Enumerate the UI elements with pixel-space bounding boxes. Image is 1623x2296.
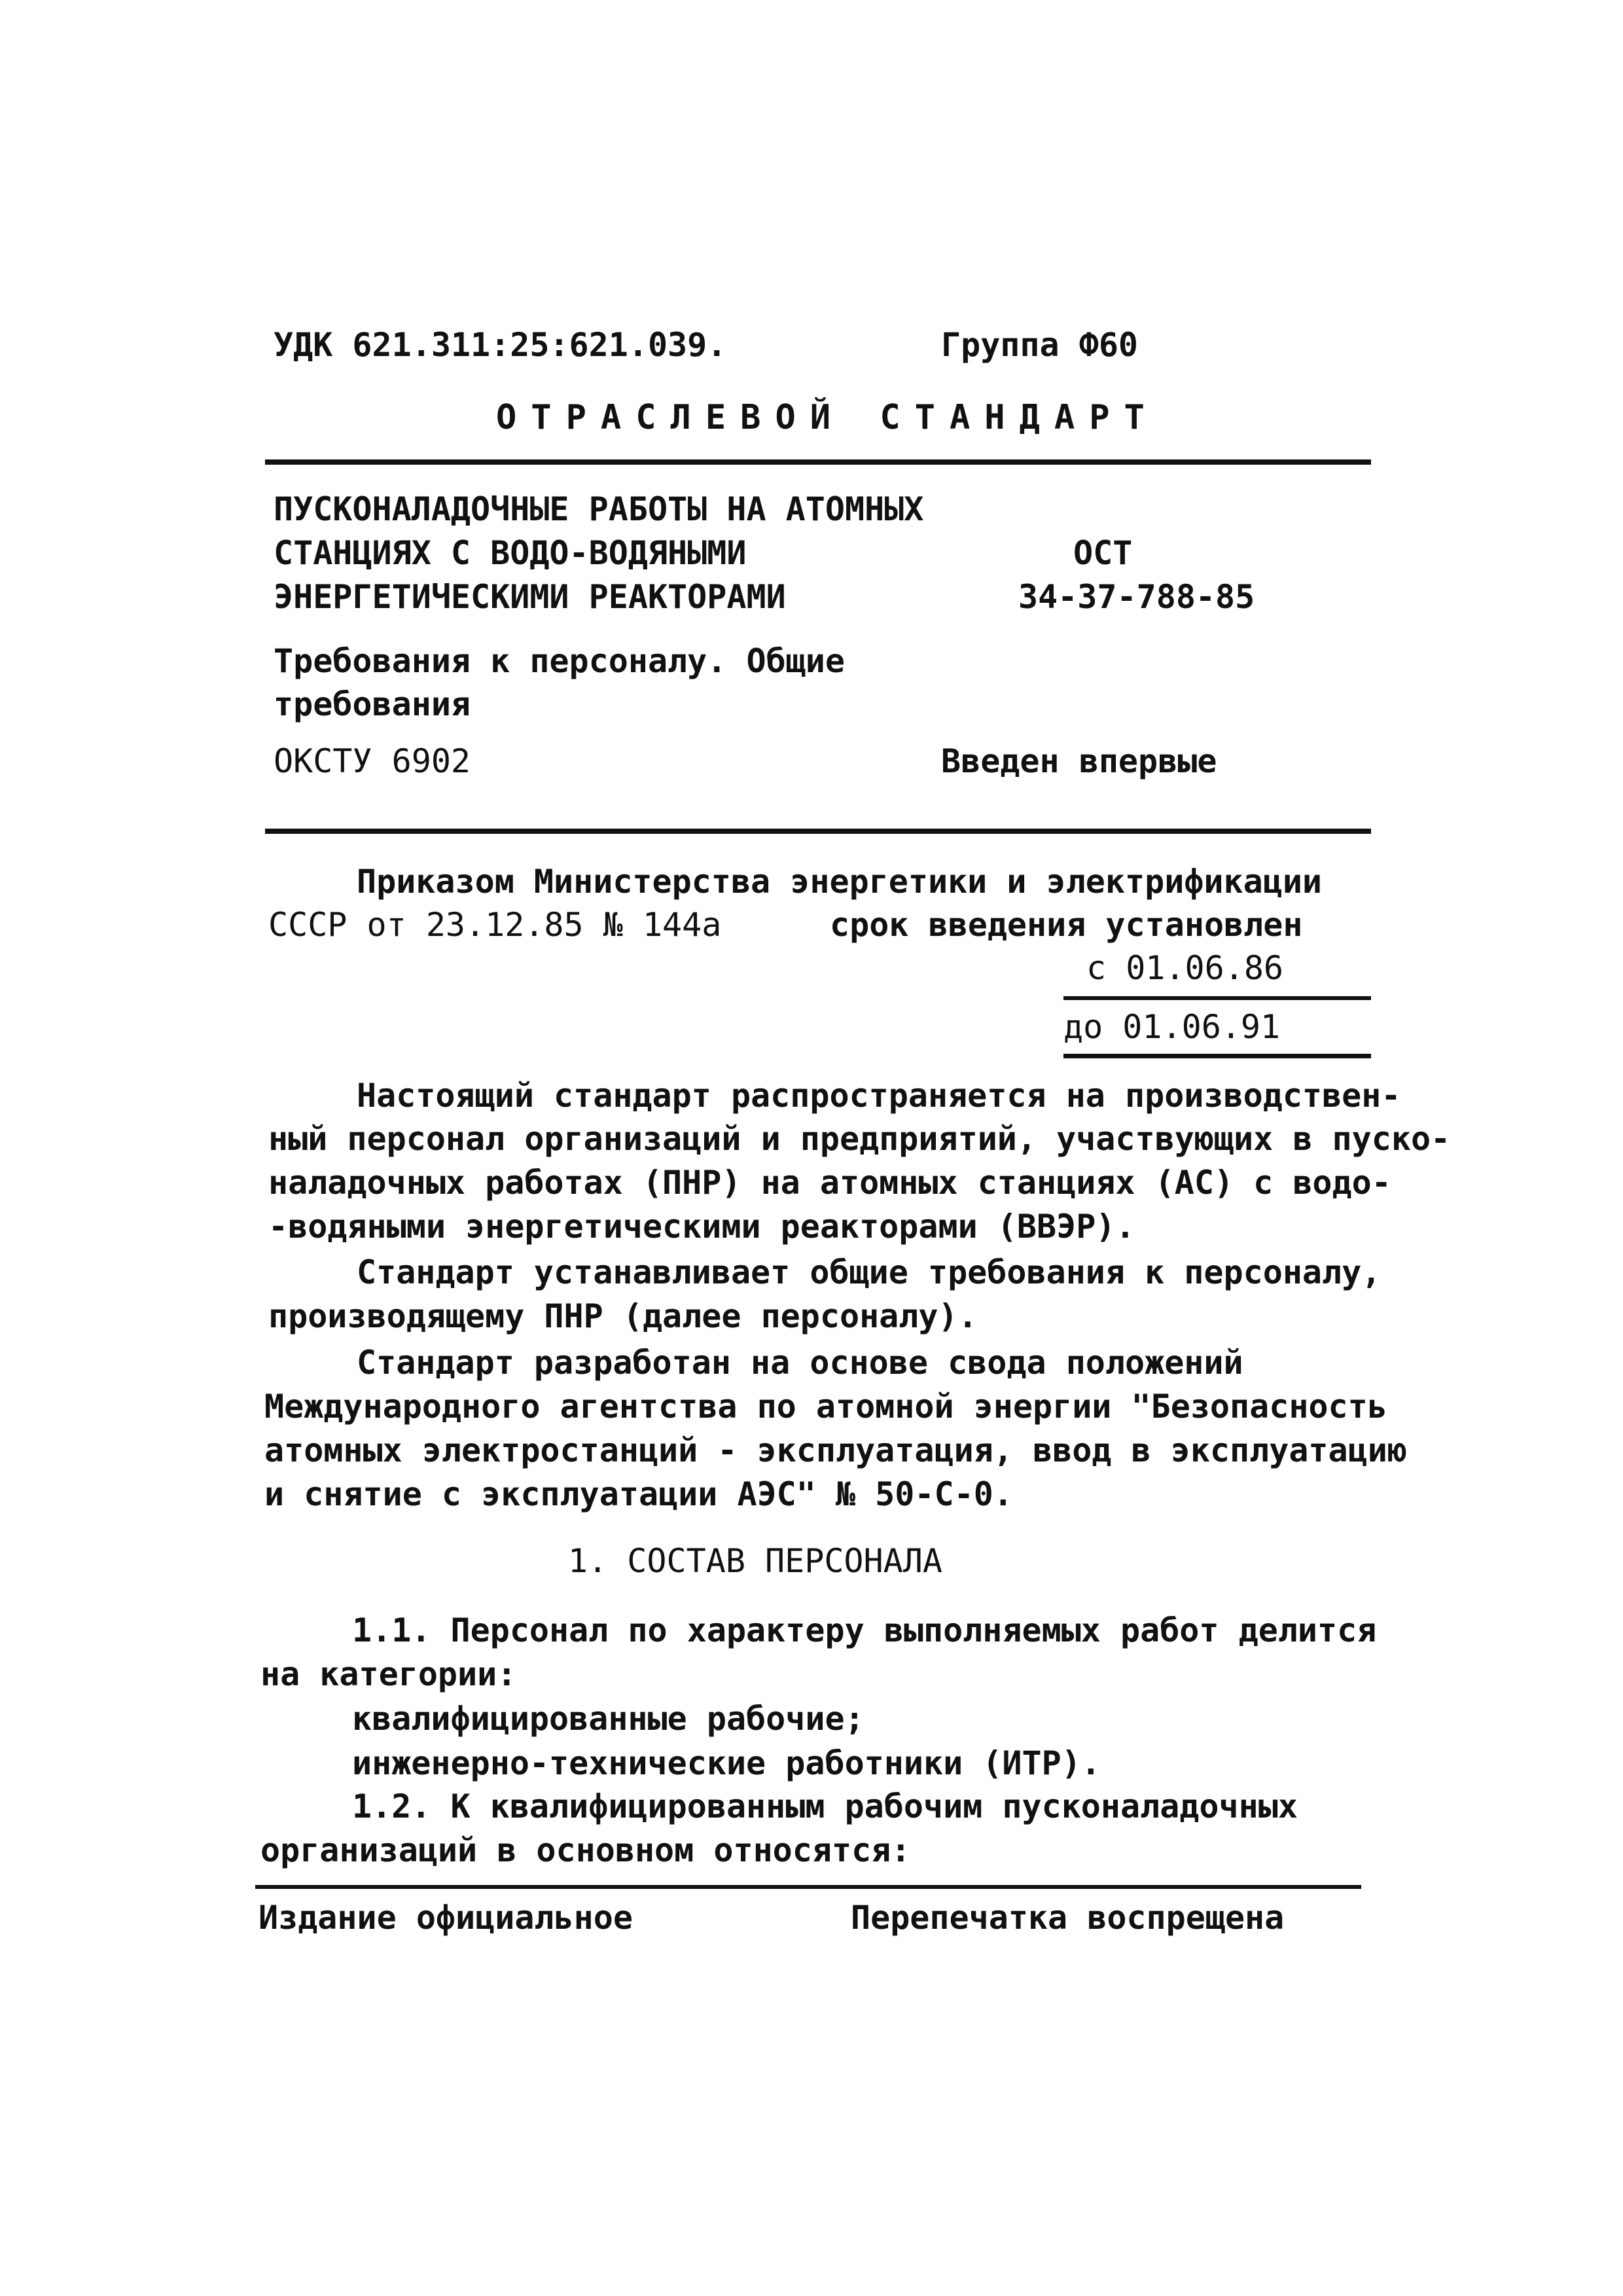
document-type-heading: ОТРАСЛЕВОЙ СТАНДАРТ bbox=[496, 398, 1159, 437]
footer-reprint-prohibited: Перепечатка воспрещена bbox=[851, 1899, 1285, 1937]
title-line-3: ЭНЕРГЕТИЧЕСКИМИ РЕАКТОРАМИ bbox=[274, 578, 786, 616]
intro-line: Стандарт устанавливает общие требования к персоналу, bbox=[357, 1253, 1382, 1291]
section-line: на категории: bbox=[260, 1655, 517, 1693]
order-line-2-right: срок введения установлен bbox=[830, 906, 1303, 944]
intro-line: Международного агентства по атомной энергии "Безопасность bbox=[264, 1388, 1387, 1426]
effective-from-date: с 01.06.86 bbox=[1086, 949, 1284, 987]
title-line-1: ПУСКОНАЛАДОЧНЫЕ РАБОТЫ НА АТОМНЫХ bbox=[274, 490, 924, 528]
intro-line: ный персонал организаций и предприятий, участвующих в пуско- bbox=[268, 1120, 1451, 1158]
introduced-status: Введен впервые bbox=[941, 742, 1217, 780]
group-code: Группа Ф60 bbox=[941, 326, 1139, 364]
section-line: 1.2. К квалифицированным рабочим пусконаладочных bbox=[352, 1787, 1298, 1825]
intro-line: производящему ПНР (далее персоналу). bbox=[268, 1297, 978, 1335]
ost-label: ОСТ bbox=[1073, 534, 1133, 572]
okstu-code: ОКСТУ 6902 bbox=[274, 742, 471, 780]
subtitle-line-2: требования bbox=[274, 685, 471, 723]
intro-line: Стандарт разработан на основе свода положений bbox=[357, 1344, 1243, 1382]
date-rule-lower bbox=[1063, 1054, 1371, 1058]
intro-line: и снятие с эксплуатации АЭС" № 50-С-0. bbox=[264, 1475, 1013, 1513]
top-rule bbox=[265, 459, 1371, 465]
footer-official-edition: Издание официальное bbox=[259, 1899, 633, 1937]
udk-code: УДК 621.311:25:621.039. bbox=[274, 326, 727, 364]
date-rule-upper bbox=[1063, 996, 1371, 1000]
section-line: 1.1. Персонал по характеру выполняемых работ делится bbox=[352, 1611, 1377, 1649]
order-line-1: Приказом Министерства энергетики и электрификации bbox=[357, 863, 1323, 901]
intro-line: Настоящий стандарт распространяется на производствен- bbox=[357, 1077, 1401, 1115]
section-line: квалифицированные рабочие; bbox=[352, 1700, 865, 1738]
title-block-rule bbox=[265, 829, 1371, 834]
section-line: организаций в основном относятся: bbox=[260, 1831, 911, 1869]
intro-line: атомных электростанций - эксплуатация, ввод в эксплуатацию bbox=[264, 1431, 1407, 1469]
effective-to-date: до 01.06.91 bbox=[1063, 1008, 1281, 1046]
title-line-2: СТАНЦИЯХ С ВОДО-ВОДЯНЫМИ bbox=[274, 534, 747, 572]
subtitle-line-1: Требования к персоналу. Общие bbox=[274, 642, 845, 680]
ost-number: 34-37-788-85 bbox=[1018, 578, 1255, 616]
intro-line: наладочных работах (ПНР) на атомных станциях (АС) с водо- bbox=[268, 1164, 1391, 1202]
section-line: инженерно-технические работники (ИТР). bbox=[352, 1744, 1101, 1782]
section-heading: 1. СОСТАВ ПЕРСОНАЛА bbox=[568, 1542, 942, 1580]
footer-rule bbox=[255, 1885, 1361, 1889]
intro-line: -водяными энергетическими реакторами (ВВЭР). bbox=[268, 1208, 1135, 1246]
order-line-2-left: СССР от 23.12.85 № 144а bbox=[268, 906, 722, 944]
